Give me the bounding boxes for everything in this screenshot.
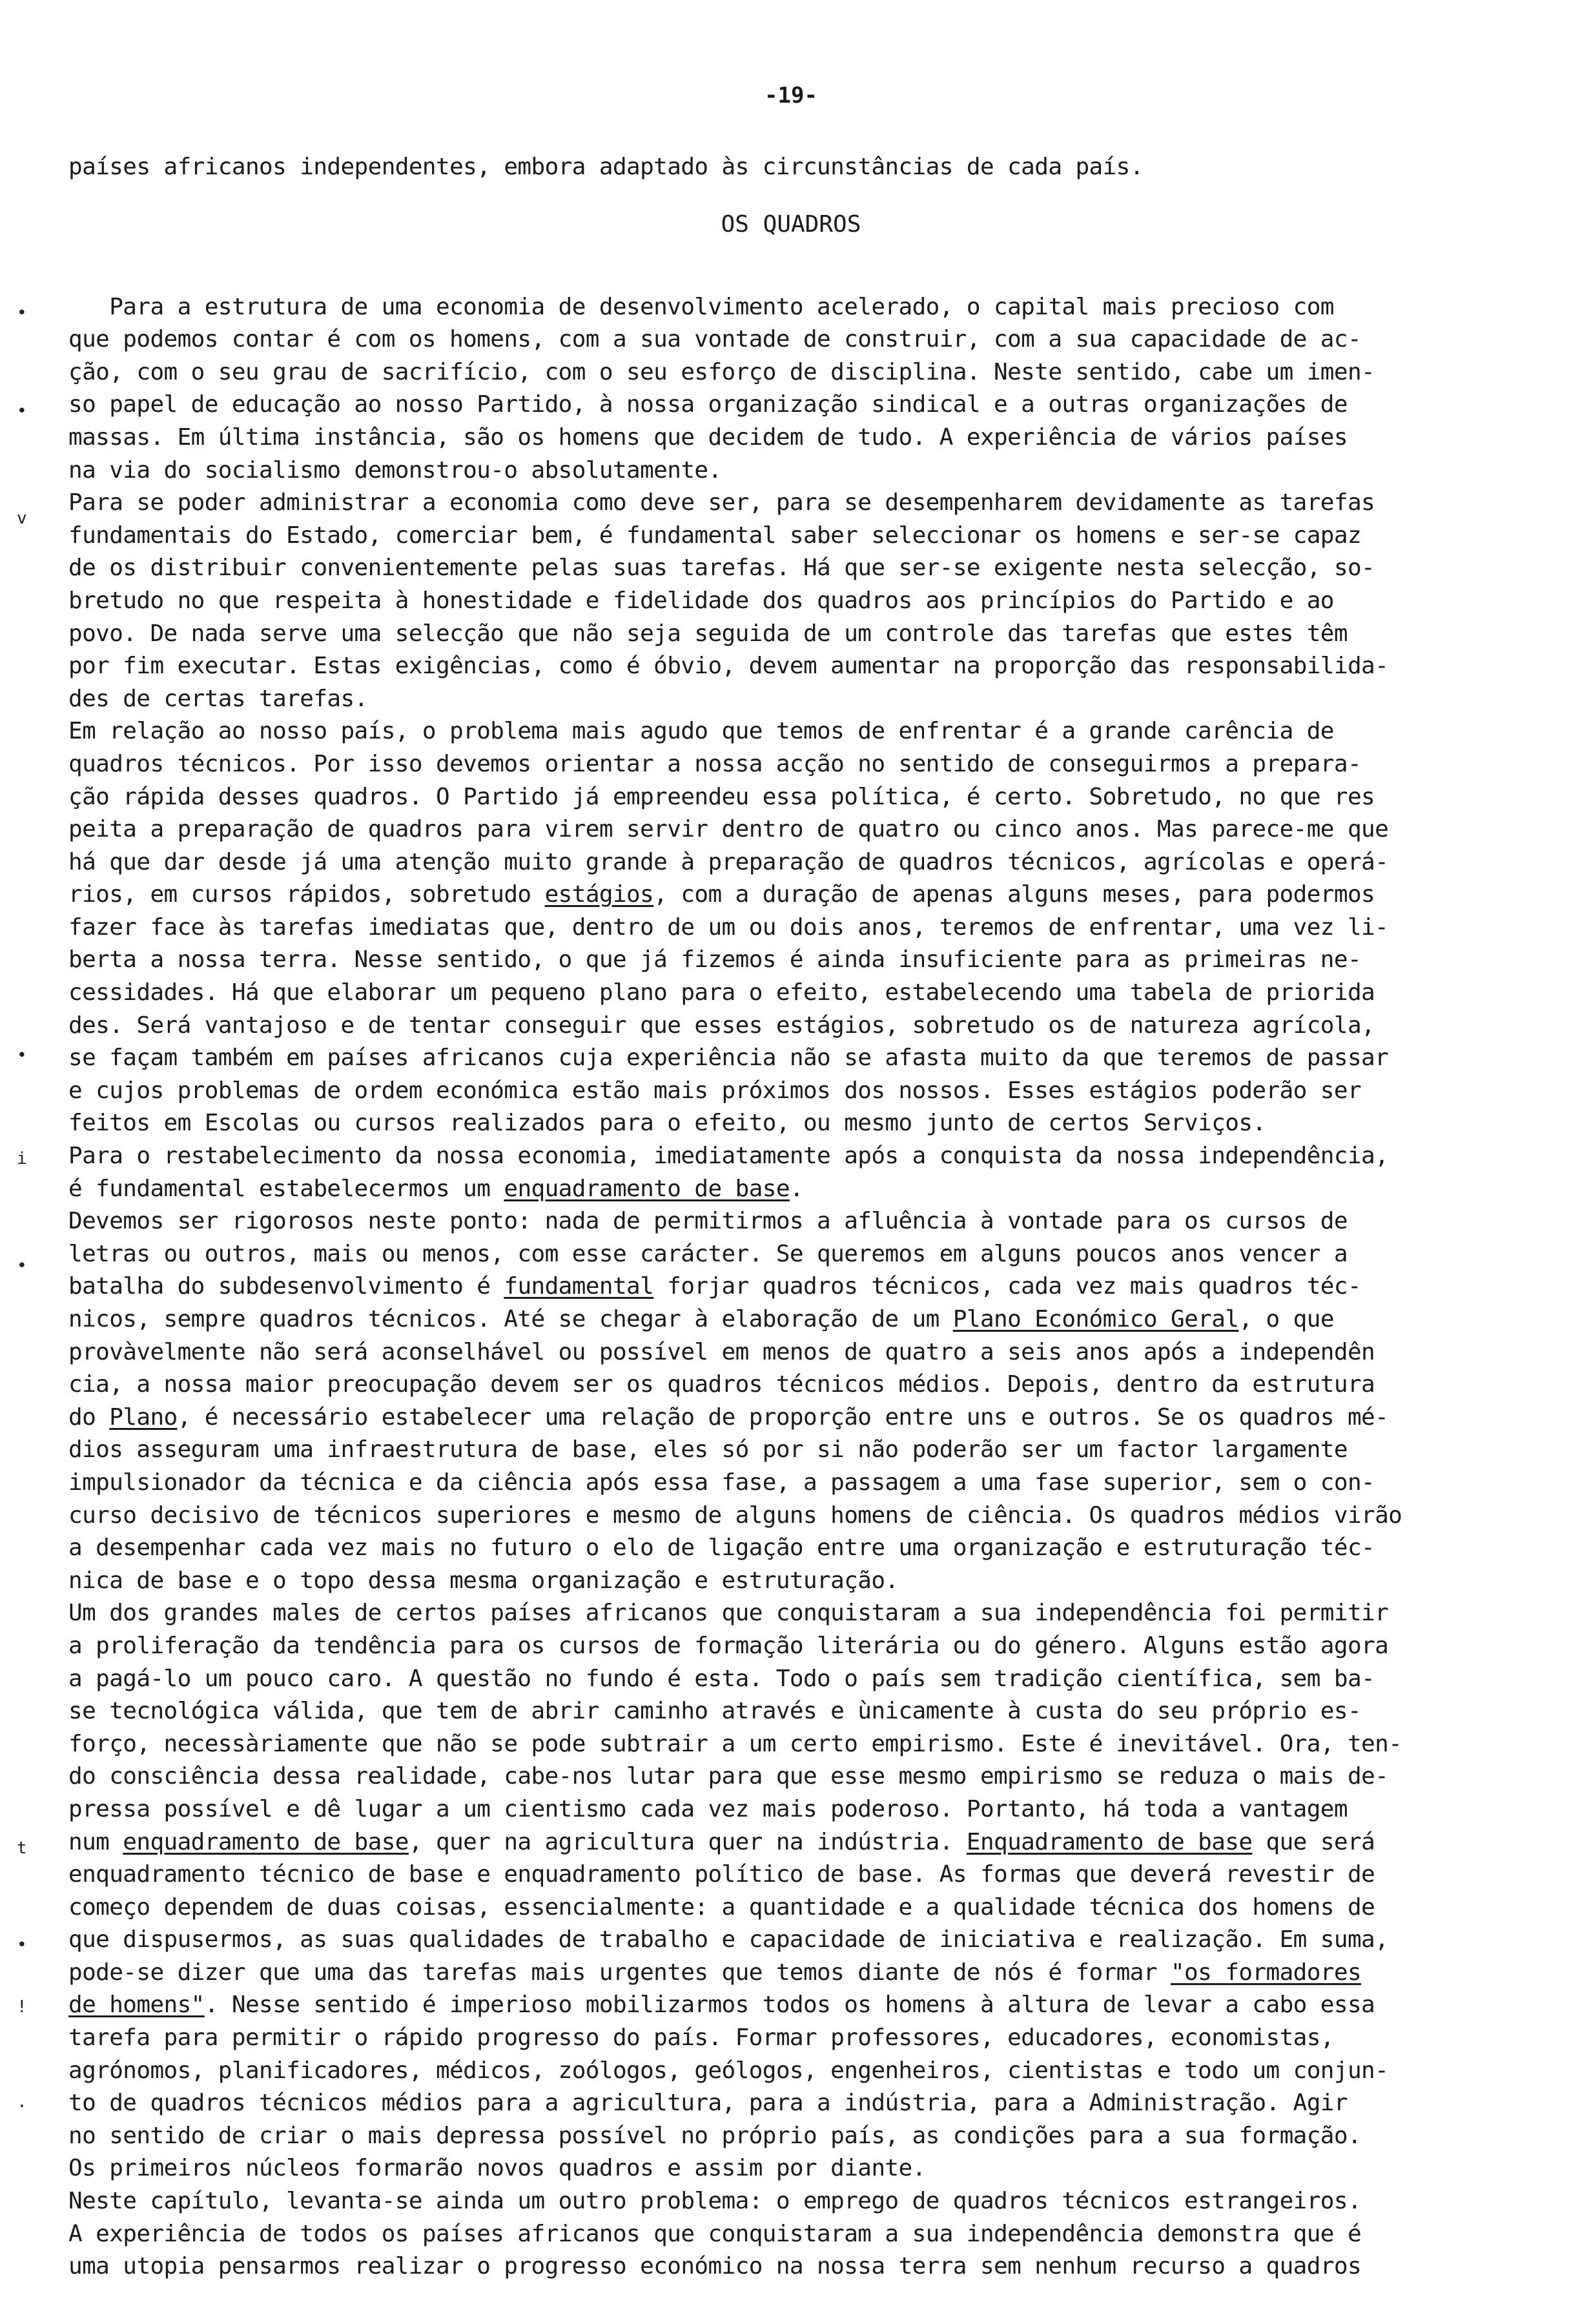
text-line: cessidades. Há que elaborar um pequeno plano para o efeito, estabelecendo uma tabela de priorida xyxy=(68,979,1375,1006)
text-line: Em relação ao nosso país, o problema mais agudo que temos de enfrentar é a grande carência de xyxy=(68,718,1334,745)
text-line: so papel de educação ao nosso Partido, à nossa organização sindical e a outras organizações de xyxy=(68,391,1348,418)
text-line: povo. De nada serve uma selecção que não seja seguida de um controle das tarefas que estes têm xyxy=(68,620,1348,647)
text-line: to de quadros técnicos médios para a agricultura, para a indústria, para a Administração. Agir xyxy=(68,2090,1348,2117)
text-line: rios, em cursos rápidos, sobretudo estágios, com a duração de apenas alguns meses, para podermos xyxy=(68,881,1375,908)
text-line: a pagá-lo um pouco caro. A questão no fundo é esta. Todo o país sem tradição científica, sem ba- xyxy=(68,1665,1375,1692)
text-line: e cujos problemas de ordem económica estão mais próximos dos nossos. Esses estágios poderão ser xyxy=(68,1077,1362,1104)
text-line: de os distribuir convenientemente pelas suas tarefas. Há que ser-se exigente nesta selecção, so- xyxy=(68,555,1375,582)
margin-mark: ! xyxy=(17,1997,27,2017)
margin-mark: • xyxy=(17,1046,27,1065)
text-line: A experiência de todos os países africanos que conquistaram a sua independência demonstra que é xyxy=(68,2220,1362,2247)
text-line: por fim executar. Estas exigências, como é óbvio, devem aumentar na proporção das responsabilida- xyxy=(68,653,1389,680)
text-line: é fundamental estabelecermos um enquadramento de base. xyxy=(68,1175,804,1202)
text-line: na via do socialismo demonstrou-o absolutamente. xyxy=(68,456,722,484)
text-line: de homens". Nesse sentido é imperioso mobilizarmos todos os homens à altura de levar a cabo essa xyxy=(68,1992,1375,2019)
text-line: fundamentais do Estado, comerciar bem, é fundamental saber seleccionar os homens e ser-se capaz xyxy=(68,522,1362,549)
text-line: pode-se dizer que uma das tarefas mais urgentes que temos diante de nós é formar "os formadores xyxy=(68,1959,1362,1986)
text-line: batalha do subdesenvolvimento é fundamental forjar quadros técnicos, cada vez mais quadros téc- xyxy=(68,1273,1362,1300)
text-line: letras ou outros, mais ou menos, com esse carácter. Se queremos em alguns poucos anos vencer a xyxy=(68,1240,1348,1267)
text-line: tarefa para permitir o rápido progresso do país. Formar professores, educadores, economistas, xyxy=(68,2024,1334,2052)
margin-mark: • xyxy=(17,1256,27,1276)
text-line: Neste capítulo, levanta-se ainda um outro problema: o emprego de quadros técnicos estrangeiros. xyxy=(68,2188,1362,2215)
text-line: agrónomos, planificadores, médicos, zoólogos, geólogos, engenheiros, cientistas e todo um conjun- xyxy=(68,2057,1389,2084)
text-line: des. Será vantajoso e de tentar conseguir que esses estágios, sobretudo os de natureza agrícola, xyxy=(68,1012,1375,1039)
text-line: cia, a nossa maior preocupação devem ser os quadros técnicos médios. Depois, dentro da estrutura xyxy=(68,1371,1375,1398)
margin-mark: t xyxy=(17,1839,27,1858)
margin-mark: • xyxy=(17,402,27,421)
text-line: fazer face às tarefas imediatas que, dentro de um ou dois anos, teremos de enfrentar, uma vez li- xyxy=(68,913,1389,941)
margin-mark: • xyxy=(17,303,27,323)
text-line: forço, necessàriamente que não se pode subtrair a um certo empirismo. Este é inevitável. Ora, ten- xyxy=(68,1730,1402,1757)
text-line: feitos em Escolas ou cursos realizados para o efeito, ou mesmo junto de certos Serviços. xyxy=(68,1110,1266,1137)
text-line: Para a estrutura de uma economia de desenvolvimento acelerado, o capital mais precioso com xyxy=(68,293,1334,320)
text-line: que dispusermos, as suas qualidades de trabalho e capacidade de iniciativa e realização. Em suma, xyxy=(68,1926,1389,1953)
text-line: nica de base e o topo dessa mesma organização e estruturação. xyxy=(68,1567,899,1594)
text-line: nicos, sempre quadros técnicos. Até se chegar à elaboração de um Plano Económico Geral, o que xyxy=(68,1306,1334,1332)
text-line: que podemos contar é com os homens, com a sua vontade de construir, com a sua capacidade de ac- xyxy=(68,326,1362,353)
text-line: começo dependem de duas coisas, essencialmente: a quantidade e a qualidade técnica dos homens de xyxy=(68,1893,1375,1921)
text-line: Para se poder administrar a economia como deve ser, para se desempenharem devidamente as tarefas xyxy=(68,489,1375,516)
text-line: no sentido de criar o mais depressa possível no próprio país, as condições para a sua formação. xyxy=(68,2122,1362,2149)
text-line: uma utopia pensarmos realizar o progresso económico na nossa terra sem nenhum recurso a quadros xyxy=(68,2253,1362,2280)
text-line: a proliferação da tendência para os cursos de formação literária ou do género. Alguns estão agora xyxy=(68,1632,1389,1659)
text-line: dios asseguram uma infraestrutura de base, eles só por si não poderão ser um factor largamente xyxy=(68,1436,1348,1463)
text-line: ção rápida desses quadros. O Partido já empreendeu essa política, é certo. Sobretudo, no que res xyxy=(68,783,1375,810)
text-line: Para o restabelecimento da nossa economia, imediatamente após a conquista da nossa independência, xyxy=(68,1143,1389,1170)
text-line: há que dar desde já uma atenção muito grande à preparação de quadros técnicos, agrícolas e operá- xyxy=(68,848,1389,875)
text-line: Devemos ser rigorosos neste ponto: nada de permitirmos a afluência à vontade para os cursos de xyxy=(68,1208,1348,1235)
text-line: num enquadramento de base, quer na agricultura quer na indústria. Enquadramento de base que será xyxy=(68,1828,1375,1855)
text-line: pressa possível e dê lugar a um cientismo cada vez mais poderoso. Portanto, há toda a vantagem xyxy=(68,1795,1348,1822)
text-line: berta a nossa terra. Nesse sentido, o que já fizemos é ainda insuficiente para as primeiras ne- xyxy=(68,946,1362,973)
section-title: OS QUADROS xyxy=(721,210,861,238)
text-line: ção, com o seu grau de sacrifício, com o seu esforço de disciplina. Neste sentido, cabe um imen- xyxy=(68,358,1375,385)
text-line: Os primeiros núcleos formarão novos quadros e assim por diante. xyxy=(68,2155,926,2182)
text-line: a desempenhar cada vez mais no futuro o elo de ligação entre uma organização e estruturação téc- xyxy=(68,1534,1375,1562)
text-line: des de certas tarefas. xyxy=(68,685,368,712)
page-number: -19- xyxy=(765,83,817,108)
margin-mark: • xyxy=(17,1935,27,1955)
text-line: se tecnológica válida, que tem de abrir caminho através e ùnicamente à custa do seu próprio es- xyxy=(68,1698,1362,1725)
margin-mark: i xyxy=(17,1149,27,1168)
text-line: se façam também em países africanos cuja experiência não se afasta muito da que teremos de passar xyxy=(68,1045,1389,1072)
text-line: do Plano, é necessário estabelecer uma relação de proporção entre uns e outros. Se os quadros mé- xyxy=(68,1403,1389,1431)
text-line: massas. Em última instância, são os homens que decidem de tudo. A experiência de vários países xyxy=(68,423,1348,451)
text-line: bretudo no que respeita à honestidade e fidelidade dos quadros aos princípios do Partido e ao xyxy=(68,587,1334,614)
body-text xyxy=(68,291,1488,2283)
text-line: quadros técnicos. Por isso devemos orientar a nossa acção no sentido de conseguirmos a prepara- xyxy=(68,750,1362,777)
text-line: peita a preparação de quadros para virem servir dentro de quatro ou cinco anos. Mas parece-me que xyxy=(68,816,1389,843)
margin-mark: · xyxy=(17,2097,27,2116)
text-line: curso decisivo de técnicos superiores e mesmo de alguns homens de ciência. Os quadros médios virão xyxy=(68,1502,1402,1529)
text-line: impulsionador da técnica e da ciência após essa fase, a passagem a uma fase superior, sem o con- xyxy=(68,1469,1375,1496)
margin-mark: v xyxy=(17,509,27,528)
text-line: Um dos grandes males de certos países africanos que conquistaram a sua independência foi permitir xyxy=(68,1600,1389,1627)
continuation-line: países africanos independentes, embora adaptado às circunstâncias de cada país. xyxy=(68,154,1144,180)
text-line: enquadramento técnico de base e enquadramento político de base. As formas que deverá revestir de xyxy=(68,1861,1375,1888)
text-line: do consciência dessa realidade, cabe-nos lutar para que esse mesmo empirismo se reduza o mais de- xyxy=(68,1763,1389,1790)
text-line: provàvelmente não será aconselhável ou possível em menos de quatro a seis anos após a independên xyxy=(68,1338,1375,1365)
